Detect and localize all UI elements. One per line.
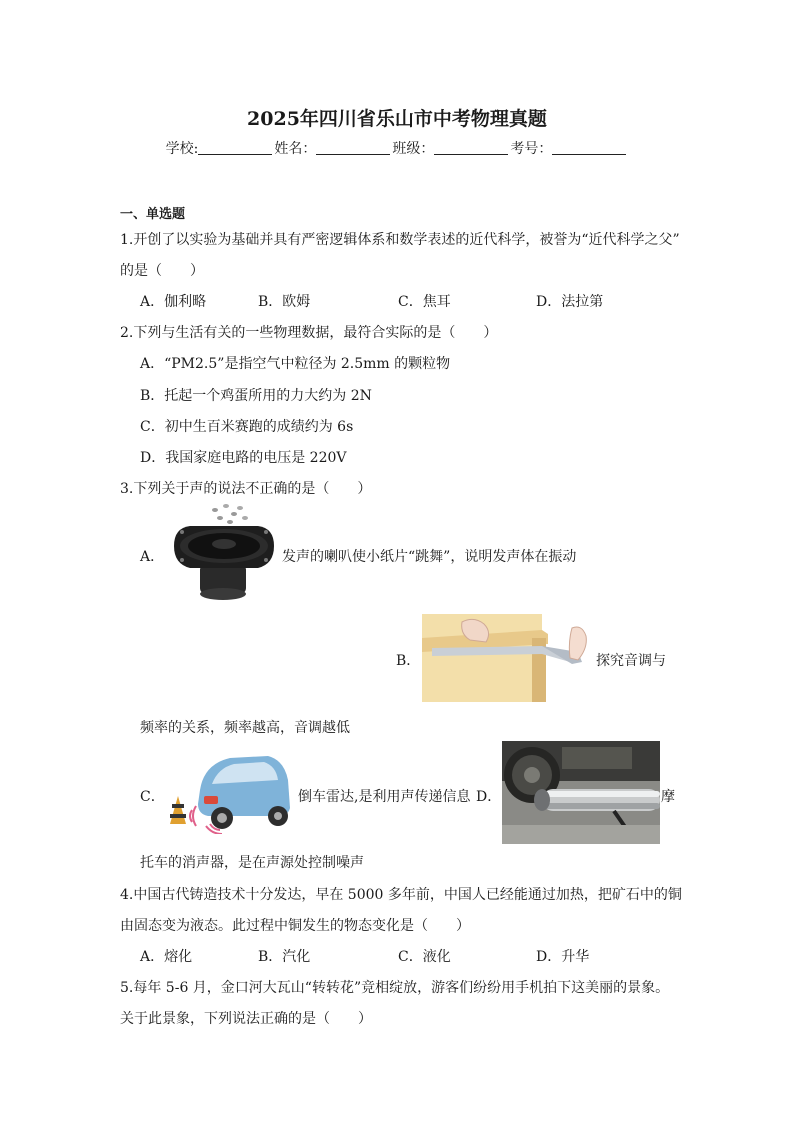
q3-option-d-label: D． <box>476 789 502 805</box>
ruler-table-image <box>422 614 592 702</box>
school-blank[interactable] <box>198 140 272 155</box>
q3-option-d-text-continued: 托车的消声器，是在声源处控制噪声 <box>140 855 364 871</box>
question-1-line-1: 1.开创了以实验为基础并具有严密逻辑体系和数学表述的近代科学，被誉为“近代科学之父” <box>120 232 680 248</box>
question-3-line-1: 3.下列关于声的说法不正确的是（ ） <box>120 481 372 497</box>
question-5-line-1: 5.每年 5-6 月，金口河大瓦山“转转花”竞相绽放，游客们纷纷用手机拍下这美丽的景象。 <box>120 980 670 996</box>
page-title: 2025年四川省乐山市中考物理真题 <box>247 108 547 130</box>
class-blank[interactable] <box>434 140 508 155</box>
q3-option-b-text: 探究音调与 <box>596 653 666 669</box>
q2-option-a: A．“PM2.5”是指空气中粒径为 2.5mm 的颗粒物 <box>140 356 451 372</box>
q3-option-c-text: 倒车雷达,是利用声传递信息 <box>298 789 471 805</box>
q3-option-a-text: 发声的喇叭使小纸片“跳舞”，说明发声体在振动 <box>282 549 577 565</box>
class-label: 班级： <box>392 141 435 157</box>
q3-option-b-text-continued: 频率的关系，频率越高，音调越低 <box>140 720 350 736</box>
question-1-line-2: 的是（ ） <box>120 263 204 279</box>
question-4-line-1: 4.中国古代铸造技术十分发达，早在 5000 多年前，中国人已经能通过加热，把矿石中的铜 <box>120 887 682 903</box>
q3-option-a-label: A． <box>140 549 165 565</box>
q4-option-b: B．汽化 <box>258 949 311 965</box>
q4-option-d: D．升华 <box>536 949 590 965</box>
q2-option-d: D．我国家庭电路的电压是 220V <box>140 450 347 466</box>
q3-option-c-label: C． <box>140 789 165 805</box>
q3-option-d-text: 摩 <box>661 789 675 805</box>
q4-option-c: C．液化 <box>398 949 451 965</box>
name-label: 姓名： <box>274 141 317 157</box>
exam-number-label: 考号： <box>510 141 553 157</box>
speaker-image <box>168 502 278 602</box>
car-radar-image <box>160 750 294 834</box>
name-blank[interactable] <box>316 140 390 155</box>
section-title: 一、单选题 <box>120 207 186 222</box>
question-5-line-2: 关于此景象，下列说法正确的是（ ） <box>120 1011 372 1027</box>
question-2-line-1: 2.下列与生活有关的一些物理数据，最符合实际的是（ ） <box>120 325 498 341</box>
student-info-line <box>0 138 794 158</box>
school-label: 学校: <box>165 141 199 157</box>
q3-option-b-label: B． <box>396 653 421 669</box>
question-4-line-2: 由固态变为液态。此过程中铜发生的物态变化是（ ） <box>120 918 470 934</box>
q1-option-c: C．焦耳 <box>398 294 451 310</box>
exam-number-blank[interactable] <box>552 140 626 155</box>
q1-option-b: B．欧姆 <box>258 294 311 310</box>
q4-option-a: A．熔化 <box>140 949 193 965</box>
q2-option-c: C．初中生百米赛跑的成绩约为 6s <box>140 419 354 435</box>
q1-option-a: A．伽利略 <box>140 294 207 310</box>
q1-option-d: D．法拉第 <box>536 294 604 310</box>
motorcycle-muffler-image <box>502 741 660 844</box>
q2-option-b: B．托起一个鸡蛋所用的力大约为 2N <box>140 388 372 404</box>
